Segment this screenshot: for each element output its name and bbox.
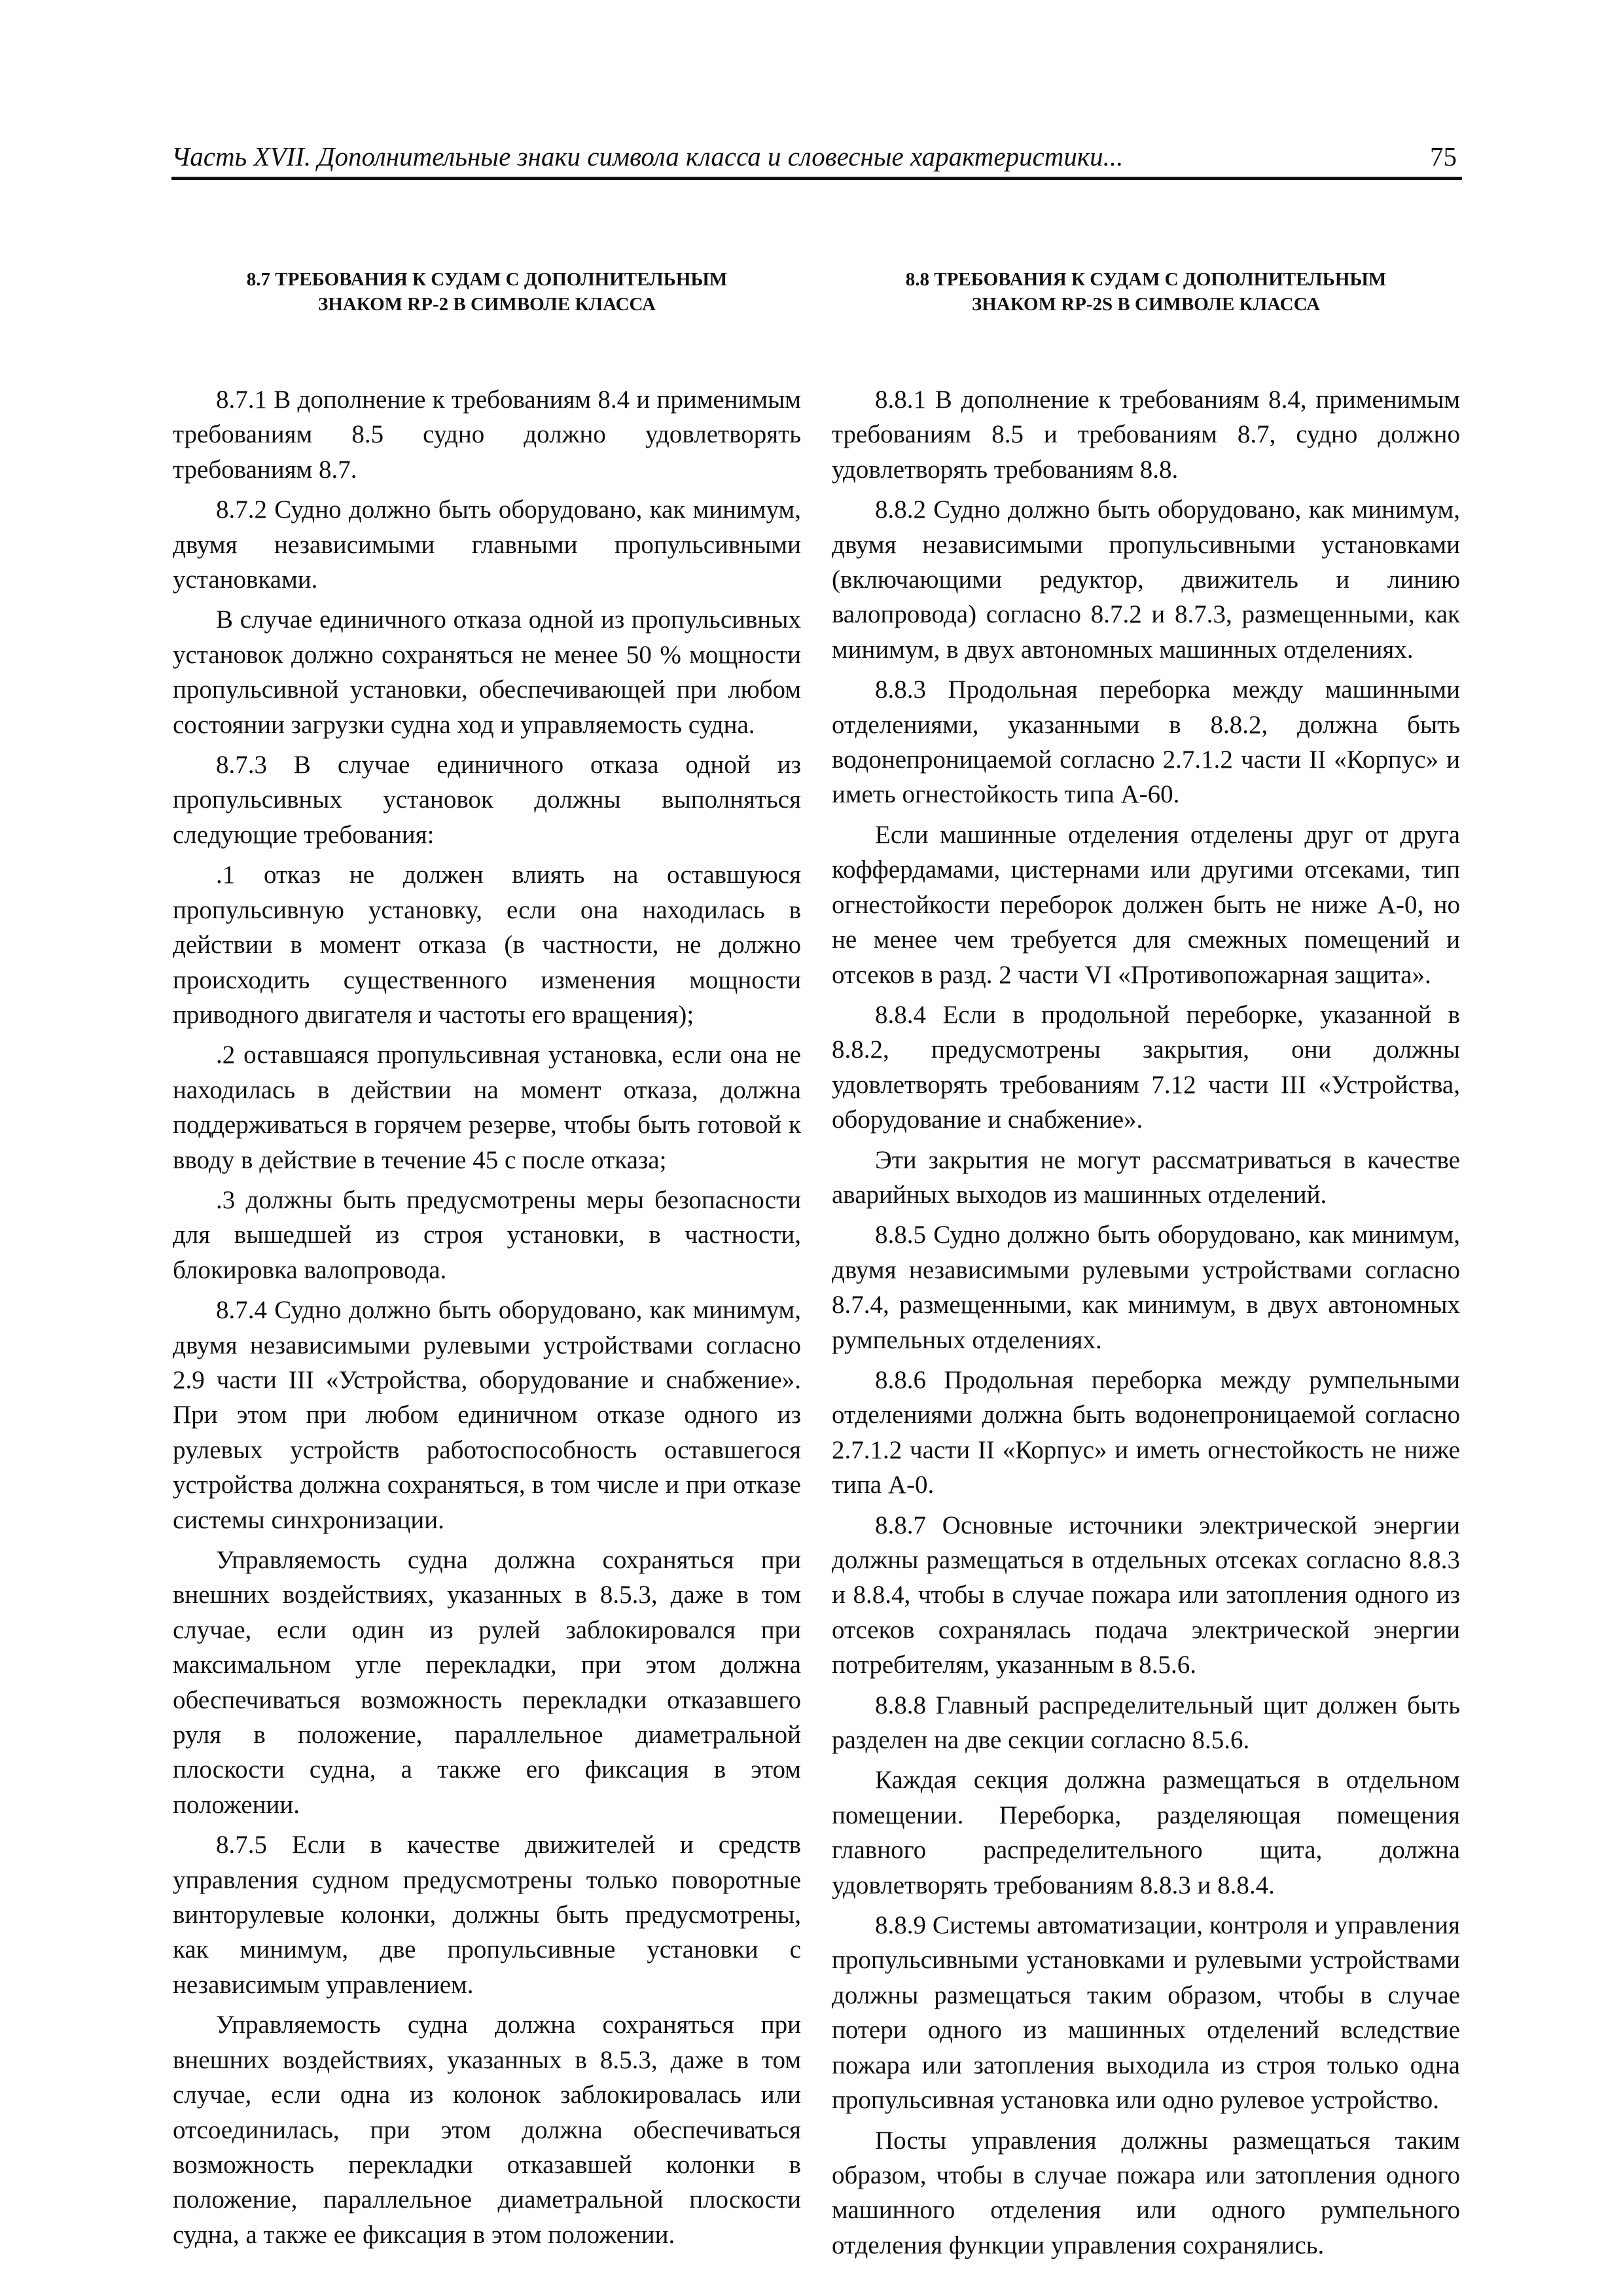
- running-header: [171, 136, 1462, 180]
- list-item: .1 отказ не должен влиять на оставшуюся пропульсивную установку, если она находилась в действии в момент отказа (в частности, не должно происходить существенного изменения мощности приводного двигателя и частоты его вращения);: [173, 861, 801, 1029]
- paragraph: Если машинные отделения отделены друг от друга коффердамами, цистернами или другими отсеками, тип огнестойкости переборок должен быть не ниже А-0, но не менее чем требуется для смежных помещений и отсеков в разд. 2 части VI «Противопожарная защита».: [832, 820, 1460, 989]
- paragraph: 8.8.5 Судно должно быть оборудовано, как минимум, двумя независимыми рулевыми устройствами согласно 8.7.4, размещенными, как минимум, в двух автономных румпельных отделениях.: [832, 1221, 1460, 1354]
- paragraph: 8.8.6 Продольная переборка между румпельными отделениями должна быть водонепроницаемой согласно 2.7.1.2 части II «Корпус» и иметь огнестойкость не ниже типа А-0.: [832, 1365, 1460, 1499]
- paragraph: 8.8.3 Продольная переборка между машинными отделениями, указанными в 8.8.2, должна быть водонепроницаемой согласно 2.7.1.2 части II «Корпус» и иметь огнестойкость типа А-60.: [832, 675, 1460, 809]
- left-column: [173, 267, 801, 2257]
- running-title: Часть XVII. Дополнительные знаки символа класса и словесные характеристики...: [171, 141, 1124, 171]
- paragraph: 8.8.2 Судно должно быть оборудовано, как минимум, двумя независимыми пропульсивными установками (включающими редуктор, движитель и линию валопровода) согласно 8.7.2 и 8.7.3, размещенными, как минимум, в двух автономных машинных отделениях.: [832, 495, 1460, 664]
- paragraph: 8.8.4 Если в продольной переборке, указанной в 8.8.2, предусмотрены закрытия, они должны удовлетворять требованиям 7.12 части III «Устройства, оборудование и снабжение».: [832, 1000, 1460, 1134]
- paragraph: Управляемость судна должна сохраняться при внешних воздействиях, указанных в 8.5.3, даже в том случае, если одна из колонок заблокировалась или отсоединилась, при этом должна обеспечиваться возможность перекладки отказавшей колонки в положение, параллельное диаметральной плоскости судна, а также ее фиксация в этом положении.: [173, 2011, 801, 2249]
- list-item: .2 оставшаяся пропульсивная установка, если она не находилась в действии на момент отказа, должна поддерживаться в горячем резерве, чтобы быть готовой к вводу в действие в течение 45 с после отказа;: [173, 1041, 801, 1174]
- paragraph: 8.8.7 Основные источники электрической энергии должны размещаться в отдельных отсеках согласно 8.8.3 и 8.8.4, чтобы в случае пожара или затопления одного из отсеков сохранялась подача электрической энергии потребителям, указанным в 8.5.6.: [832, 1511, 1460, 1679]
- section-heading-8-7: [173, 267, 801, 317]
- paragraph: 8.7.5 Если в качестве движителей и средств управления судном предусмотрены только поворотные винторулевые колонки, должны быть предусмотрены, как минимум, две пропульсивные установки с независимым управлением.: [173, 1831, 801, 1999]
- paragraph: 8.7.2 Судно должно быть оборудовано, как минимум, двумя независимыми главными пропульсивными установками.: [173, 495, 801, 594]
- heading-line: ЗНАКОМ RP-2S В СИМВОЛЕ КЛАССА: [971, 294, 1321, 315]
- paragraph: 8.7.4 Судно должно быть оборудовано, как минимум, двумя независимыми рулевыми устройствами согласно 2.9 части III «Устройства, оборудование и снабжение». При этом при любом единичном отказе одного из рулевых устройств работоспособность оставшегося устройства должна сохраняться, в том числе и при отказе системы синхронизации.: [173, 1296, 801, 1534]
- heading-line: 8.7 ТРЕБОВАНИЯ К СУДАМ С ДОПОЛНИТЕЛЬНЫМ: [246, 269, 728, 290]
- paragraph: Каждая секция должна размещаться в отдельном помещении. Переборка, разделяющая помещения главного распределительного щита, должна удовлетворять требованиям 8.8.3 и 8.8.4.: [832, 1766, 1460, 1899]
- paragraph: 8.8.8 Главный распределительный щит должен быть разделен на две секции согласно 8.5.6.: [832, 1691, 1460, 1755]
- paragraph: 8.8.9 Системы автоматизации, контроля и управления пропульсивными установками и рулевыми устройствами должны размещаться таким образом, чтобы в случае потери одного из машинных отделений вследствие пожара или затопления выходила из строя только одна пропульсивная установка или одно рулевое устройство.: [832, 1911, 1460, 2115]
- heading-line: 8.8 ТРЕБОВАНИЯ К СУДАМ С ДОПОЛНИТЕЛЬНЫМ: [905, 269, 1387, 290]
- heading-line: ЗНАКОМ RP-2 В СИМВОЛЕ КЛАССА: [318, 294, 656, 315]
- page-number: 75: [1430, 141, 1457, 171]
- right-column: [832, 267, 1460, 2268]
- paragraph: В случае единичного отказа одной из пропульсивных установок должно сохраняться не менее 50 % мощности пропульсивной установки, обеспечивающей при любом состоянии загрузки судна ход и управляемость судна.: [173, 605, 801, 739]
- paragraph: 8.8.1 В дополнение к требованиям 8.4, применимым требованиям 8.5 и требованиям 8.7, судно должно удовлетворять требованиям 8.8.: [832, 386, 1460, 484]
- paragraph: Посты управления должны размещаться таким образом, чтобы в случае пожара или затопления одного машинного отделения или одного румпельного отделения функции управления сохранялись.: [832, 2126, 1460, 2259]
- paragraph: Управляемость судна должна сохраняться при внешних воздействиях, указанных в 8.5.3, даже в том случае, если один из рулей заблокировался при максимальном угле перекладки, при этом должна обеспечиваться возможность перекладки отказавшего руля в положение, параллельное диаметральной плоскости судна, а также его фиксация в этом положении.: [173, 1546, 801, 1819]
- section-heading-8-8: [832, 267, 1460, 317]
- paragraph: 8.7.1 В дополнение к требованиям 8.4 и применимым требованиям 8.5 судно должно удовлетворять требованиям 8.7.: [173, 386, 801, 484]
- list-item: .3 должны быть предусмотрены меры безопасности для вышедшей из строя установки, в частности, блокировка валопровода.: [173, 1185, 801, 1284]
- paragraph: 8.7.3 В случае единичного отказа одной из пропульсивных установок должны выполняться следующие требования:: [173, 751, 801, 849]
- paragraph: Эти закрытия не могут рассматриваться в качестве аварийных выходов из машинных отделений.: [832, 1145, 1460, 1209]
